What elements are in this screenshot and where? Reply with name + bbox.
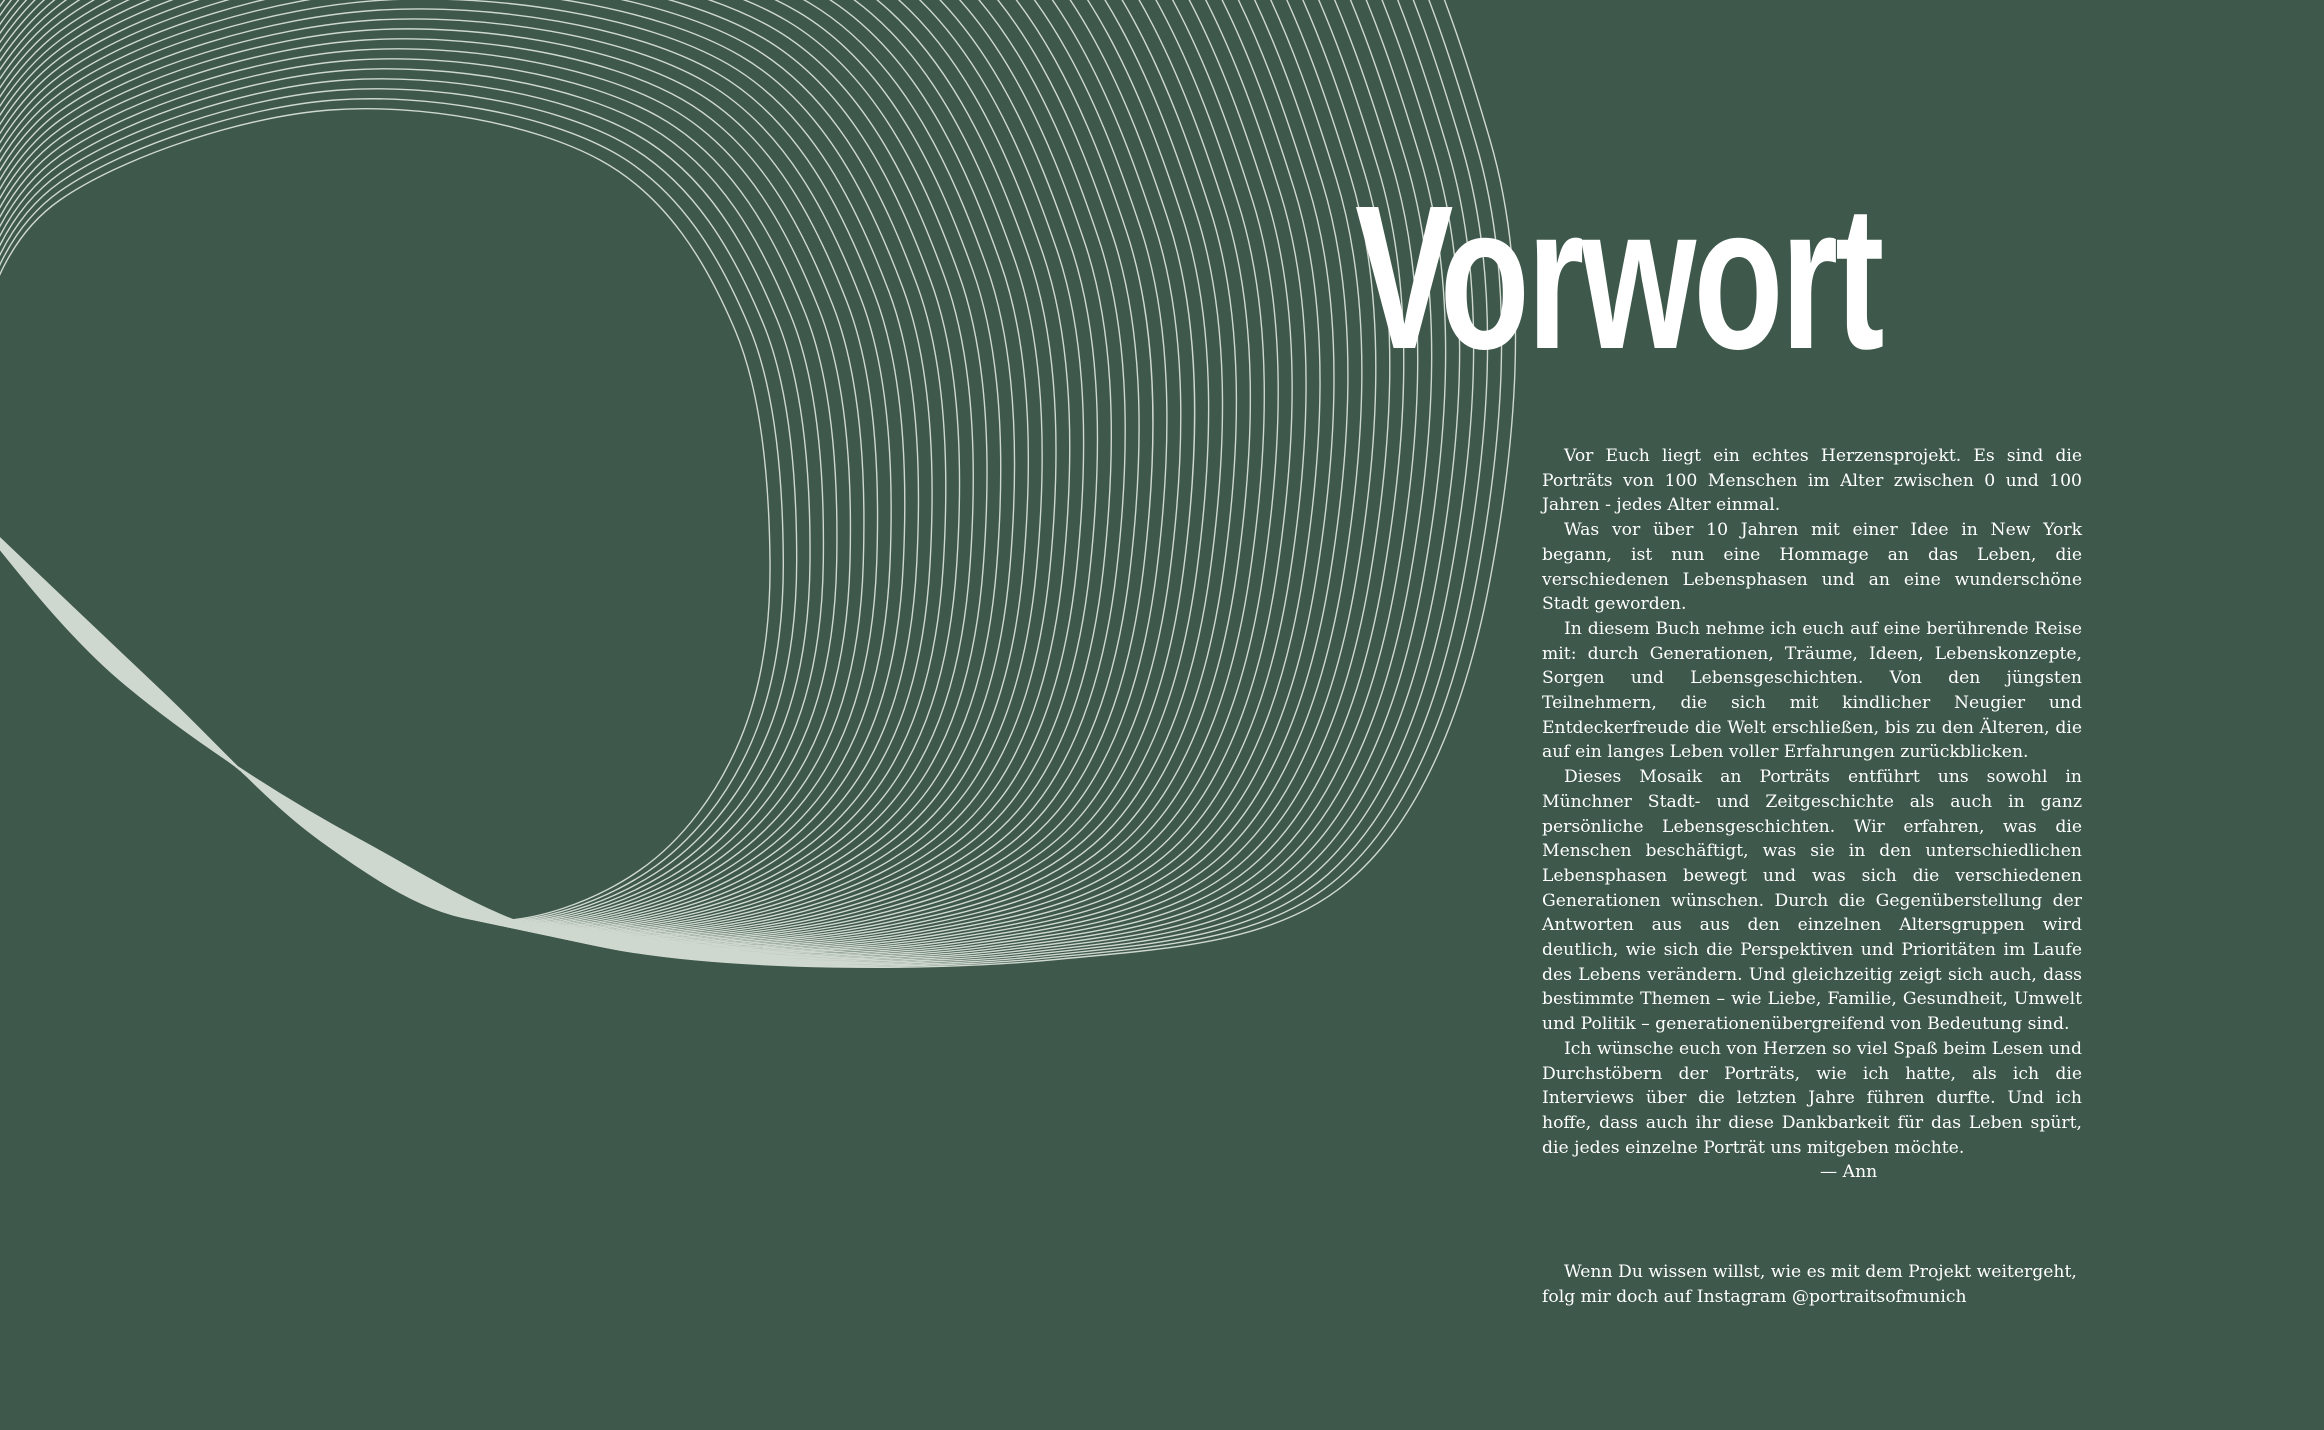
contour-line — [0, 79, 810, 923]
contour-line — [0, 0, 1195, 944]
foreword-paragraph-3: In diesem Buch nehme ich euch auf eine berührende Reise mit: durch Generationen, Träume, Ideen, Lebenskonzepte, Sorgen und Lebensgeschichten. Von den jüngsten Teilnehmern, die sich mit kindlicher Neugier und Entdeckerfreude die Welt erschließen, bis zu den Älteren, die auf ein langes Leben voller Erfahrungen zurückblicken. — [1542, 618, 2082, 763]
contour-line — [0, 0, 1474, 964]
contour-line — [0, 89, 797, 922]
contour-line — [0, 99, 783, 922]
contour-line — [0, 0, 1209, 944]
contour-line — [0, 0, 1390, 957]
contour-line — [0, 109, 770, 921]
foreword-paragraph-1: Vor Euch liegt ein echtes Herzensprojekt. Es sind die Porträts von 100 Menschen im Alter zwischen 0 und 100 Jahren - jedes Alter einmal. — [1542, 446, 2082, 516]
contour-line — [0, 0, 918, 928]
author-signature: — Ann — [1820, 1162, 1878, 1182]
contour-line — [0, 39, 864, 925]
contour-line — [0, 0, 1502, 966]
contour-line — [0, 0, 1432, 960]
contour-line — [0, 0, 1139, 940]
contour-line — [0, 0, 1404, 958]
contour-line — [0, 0, 1376, 956]
contour-line — [0, 19, 891, 927]
contour-line — [0, 0, 1001, 932]
foreword-paragraph-5: Ich wünsche euch von Herzen so viel Spaß beim Lesen und Durchstöbern der Porträts, wie ich hatte, als ich die Interviews über die letzten Jahre führen durfte. Und ich hoffe, dass auch ihr diese Dankbarkeit für das Leben spürt, die jedes einzelne Porträt uns mitgeben möchte. — [1542, 1038, 2082, 1158]
contour-line — [0, 0, 1334, 953]
contour-line — [0, 0, 1028, 934]
contour-line — [0, 0, 1418, 959]
contour-line — [0, 0, 1362, 955]
contour-line — [0, 0, 973, 931]
instagram-note: Wenn Du wissen willst, wie es mit dem Projekt weitergeht, folg mir doch auf Instagram @portraitsofmunich — [1542, 1262, 2077, 1307]
foreword-paragraph-4: Dieses Mosaik an Porträts entführt uns sowohl in Münchner Stadt- und Zeitgeschichte als auch in ganz persönliche Lebensgeschichten. Wir erfahren, was die Menschen beschäftigt, was sie in den unterschiedlichen Lebensphasen bewegt und was sich die verschiedenen Generationen wünschen. Durch die Gegenüberstellung der Antworten aus aus den einzelnen Altersgruppen wird deutlich, wie sich die Perspektiven und Prioritäten im Laufe des Lebens verändern. Und gleichzeitig zeigt sich auch, dass bestimmte Themen – wie Liebe, Familie, Gesundheit, Umwelt und Politik – generationenübergreifend von Bedeutung sind. — [1542, 767, 2082, 1035]
contour-line — [0, 0, 1125, 939]
foreword-paragraph-2: Was vor über 10 Jahren mit einer Idee in New York begann, ist nun eine Hommage an das Leben, die verschiedenen Lebensphasen und an eine wunderschöne Stadt geworden. — [1542, 520, 2082, 615]
contour-line — [0, 0, 960, 930]
contour-line — [0, 0, 1292, 950]
contour-line — [0, 49, 850, 925]
contour-line — [0, 0, 1320, 952]
contour-line — [0, 9, 905, 927]
contour-line — [0, 0, 1153, 941]
contour-line — [0, 0, 987, 932]
contour-line — [0, 29, 878, 926]
contour-line — [0, 0, 1278, 949]
foreword-body — [1542, 444, 2082, 1160]
page-title: Vorwort — [1355, 163, 1882, 392]
contour-line — [0, 0, 1167, 942]
contour-line — [0, 69, 823, 923]
